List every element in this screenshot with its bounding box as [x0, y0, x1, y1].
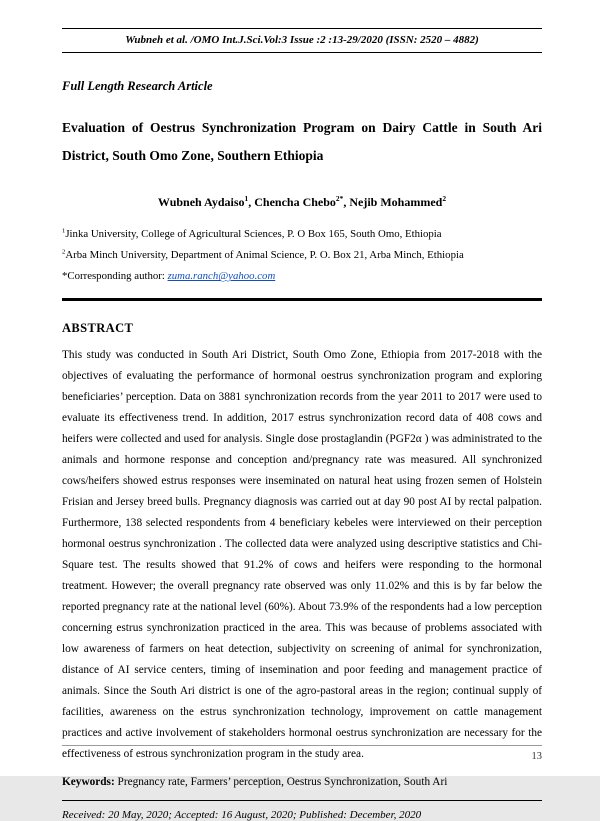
- page-number: 13: [531, 751, 542, 762]
- page-title: Evaluation of Oestrus Synchronization Program on Dairy Cattle in South Ari District, South Omo Zone, Southern Ethiopia: [62, 120, 542, 163]
- author-name: Nejib Mohammed: [349, 195, 443, 210]
- author-separator: ,: [343, 195, 350, 210]
- author-affiliation-mark: 2: [442, 194, 447, 204]
- abstract-text: This study was conducted in South Ari District, South Omo Zone, Ethiopia from 2017-2018 with the objectives of evaluating the performance of hormonal oestrus synchronization program and exploring beneficiaries’ perception. Data on 3881 synchronization records from the year 2011 to 2017 were used to evaluate its effectiveness trend. In addition, 2017 estrus synchronization record data of 408 cows and heifers were collected and used for analysis. Single dose prostaglandin (PGF2α ) was administrated to the animals and hormone response and conception and/pregnancy rate was measured. All synchronized cows/heifers showed estrus responses were inseminated on natural heat using frozen semen of Holstein Frisian and Jersey breed bulls. Pregnancy diagnosis was carried out at day 90 post AI by rectal palpation. Furthermore, 138 selected respondents from 4 beneficiary kebeles were interviewed on their perception hormonal oestrus synchronization . The collected data were analyzed using descriptive statistics and Chi-Square test. The results showed that 91.2% of cows and heifers were responding to the hormonal treatment. However; the overall pregnancy rate observed was only 11.02% and this is by far below the reported pregnancy rate at the national level (60%). About 73.9% of the respondents had a low perception concerning estrus synchronization practiced in the area. This was because of problems associated with low awareness of farmers on heat detection, subjectivity on screening of animal for synchronization, distance of AI service centers, timing of insemination and poor feeding and management practice of animals. Since the South Ari district is one of the agro-pastoral areas in the region; continual supply of facilities, awareness on the estrus synchronization technology, improvement on cattle management practices and active involvement of stakeholders hormonal oestrus synchronization are necessary for the effectiveness of estrous synchronization program in the study area.: [62, 348, 542, 760]
- author-separator: ,: [248, 195, 255, 210]
- keywords-label: Keywords:: [62, 775, 115, 788]
- section-divider: [62, 298, 542, 301]
- corresponding-email-link[interactable]: zuma.ranch@yahoo.com: [167, 270, 276, 283]
- affiliations: [62, 228, 542, 282]
- keywords-text: Pregnancy rate, Farmers’ perception, Oestrus Synchronization, South Ari: [114, 775, 448, 788]
- keywords-line: [62, 776, 542, 788]
- affiliation-mark: 2: [62, 248, 66, 256]
- author-affiliation-mark: 2*: [335, 194, 344, 204]
- article-type-label: Full Length Research Article: [62, 79, 213, 93]
- abstract-heading: ABSTRACT: [62, 320, 134, 335]
- dates-line: Received: 20 May, 2020; Accepted: 16 August, 2020; Published: December, 2020: [62, 800, 542, 821]
- affiliation-line: [62, 249, 542, 261]
- affiliation-text: Jinka University, College of Agricultural Sciences, P. O Box 165, South Omo, Ethiopia: [65, 228, 442, 241]
- corresponding-label: *Corresponding author:: [62, 270, 168, 283]
- affiliation-mark: 1: [62, 227, 66, 235]
- page-footer: [62, 745, 542, 762]
- author-name: Wubneh Aydaiso: [157, 195, 245, 210]
- journal-header: Wubneh et al. /OMO Int.J.Sci.Vol:3 Issue :2 :13-29/2020 (ISSN: 2520 – 4882): [62, 28, 542, 53]
- authors-line: [62, 195, 542, 210]
- corresponding-author-line: [62, 270, 542, 282]
- author-name: Chencha Chebo: [254, 195, 336, 210]
- author-affiliation-mark: 1: [244, 194, 249, 204]
- affiliation-text: Arba Minch University, Department of Animal Science, P. O. Box 21, Arba Minch, Ethiopia: [65, 249, 464, 262]
- affiliation-line: [62, 228, 542, 240]
